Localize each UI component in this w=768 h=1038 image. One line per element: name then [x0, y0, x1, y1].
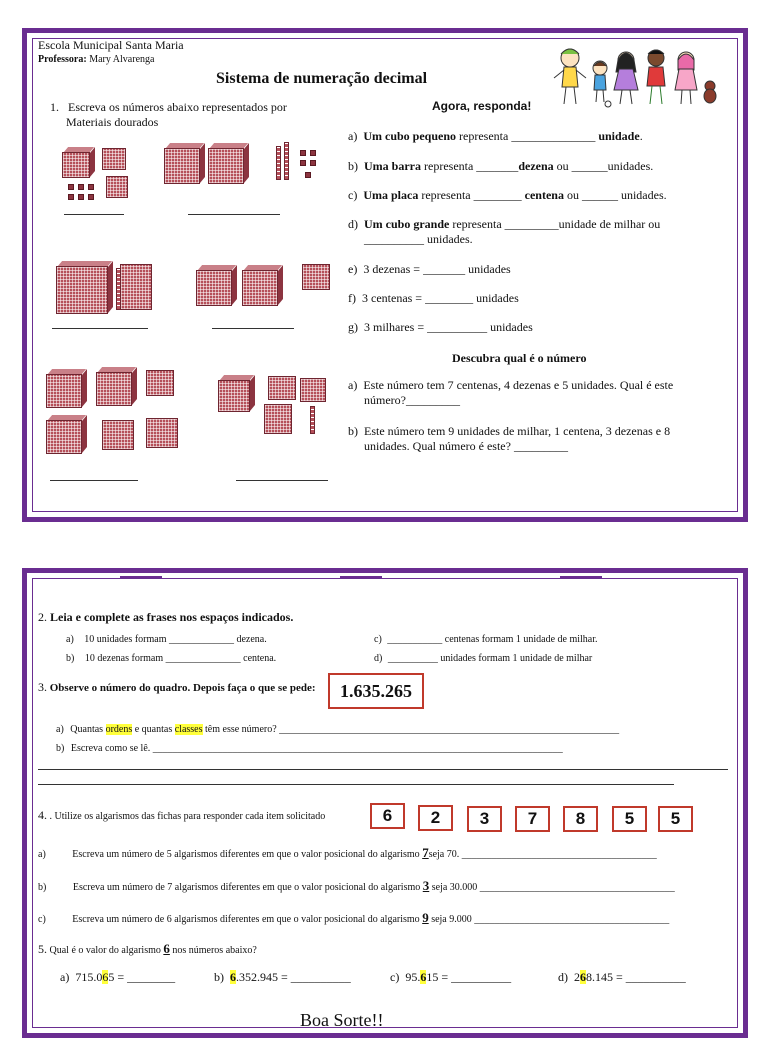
item-label: f): [348, 291, 356, 305]
q4-item-b: [38, 878, 675, 894]
thousand-cube: [218, 380, 250, 412]
item-bold: Uma placa: [363, 188, 419, 202]
item-bold: Um cubo grande: [364, 217, 450, 231]
item-c: [348, 188, 667, 203]
digit-card: 3: [467, 806, 502, 832]
q1-number: 1.: [50, 100, 59, 114]
hundred-flat: [146, 370, 174, 396]
positional-digit: 9: [422, 910, 429, 925]
answer-heading: Agora, responda!: [432, 99, 532, 113]
q5-item-b: [214, 970, 351, 985]
positional-digit: 3: [422, 878, 430, 893]
writing-line: [38, 784, 674, 785]
digit-card: 7: [515, 806, 550, 832]
item-label: c): [38, 914, 46, 925]
hundred-flat: [102, 148, 126, 170]
item-text: representa ______________: [456, 129, 599, 143]
q4-number: 4.: [38, 808, 47, 822]
closing-message: Boa Sorte!!: [300, 1010, 384, 1030]
q3b-text: Escreva como se lê. __________________________________________________________________________________: [70, 743, 563, 754]
item-label: b): [56, 743, 65, 754]
discover-a-line-1: Este número tem 7 centenas, 4 dezenas e 5 unidades. Qual é este: [363, 378, 674, 392]
q1-prompt: [50, 100, 287, 130]
q4-item-a: [38, 845, 657, 861]
discover-b: [348, 424, 670, 454]
item-a: [348, 129, 643, 144]
thousand-cube: [196, 270, 232, 306]
ten-bar: [116, 268, 121, 310]
item-label: a): [348, 378, 358, 392]
item-f: [348, 291, 519, 306]
hundred-flat: [106, 176, 128, 198]
school-name: Escola Municipal Santa Maria: [38, 38, 184, 52]
hundred-flat: [302, 264, 330, 290]
item-post: 5 = ________: [108, 970, 176, 984]
child-5: [675, 52, 697, 104]
item-post: 15 = __________: [426, 970, 512, 984]
q5-item-d: [558, 970, 686, 985]
item-end: ou ______unidades.: [553, 159, 654, 173]
thousand-cube: [46, 374, 82, 408]
item-label: b): [66, 653, 75, 664]
q3-item-b: [56, 743, 563, 754]
q4-title: [38, 808, 325, 823]
discover-b-line-2: unidades. Qual número é este? _________: [364, 439, 568, 453]
item-text: 3 centenas = ________ unidades: [362, 291, 519, 305]
item-label: a): [66, 634, 74, 645]
item-label: d): [348, 217, 358, 231]
thousand-cube: [164, 148, 200, 184]
positional-digit: 7: [422, 845, 429, 860]
hundred-flat: [300, 378, 326, 402]
unit-cube: [305, 172, 311, 178]
item-text: representa ________: [418, 188, 525, 202]
q5-post: nos números abaixo?: [169, 945, 257, 956]
item-pre: 2: [574, 970, 580, 984]
item-label: b): [348, 424, 358, 438]
q2-number: 2.: [38, 610, 47, 624]
q3-title-text: Observe o número do quadro. Depois faça o que se pede:: [49, 682, 316, 694]
hundred-flat: [102, 420, 134, 450]
item-text: 10 dezenas formam _______________ centena.: [84, 653, 277, 664]
children-illustration: [548, 42, 720, 110]
item-pre: 715.0: [75, 970, 103, 984]
ten-bar: [284, 142, 289, 180]
q3a-pre: Quantas: [70, 724, 106, 735]
item-pre: 95.: [405, 970, 421, 984]
unit-cube: [68, 194, 74, 200]
item-post: .352.945 = __________: [236, 970, 351, 984]
q5-pre: Qual é o valor do algarismo: [49, 945, 164, 956]
item-text: 10 unidades formam _____________ dezena.: [84, 634, 267, 645]
q4-item-c: [38, 910, 669, 926]
unit-cube: [88, 184, 94, 190]
item-b: [348, 159, 653, 174]
item-label: d): [374, 653, 383, 664]
item-label: c): [390, 970, 400, 984]
thousand-cube: [56, 266, 108, 314]
thousand-cube: [96, 372, 132, 406]
item-label: c): [374, 634, 382, 645]
q3-title: [38, 680, 316, 695]
thousand-cube: [242, 270, 278, 306]
ball: [605, 101, 611, 107]
item-text: __________ unidades formam 1 unidade de milhar: [387, 653, 593, 664]
item-e: [348, 262, 511, 277]
teacher-label: Professora:: [38, 54, 87, 65]
item-text: representa _________unidade de milhar ou: [449, 217, 661, 231]
item-label: b): [348, 159, 358, 173]
unit-cube: [68, 184, 74, 190]
unit-cube: [78, 184, 84, 190]
q3-number: 3.: [38, 680, 47, 694]
child-1: [554, 49, 586, 104]
q3a-post: têm esse número? ____________________________________________________________________: [202, 724, 620, 735]
q3-item-a: [56, 724, 619, 735]
q2-item-d: [374, 653, 592, 664]
teacher-line: [38, 54, 154, 65]
item-line-2: __________ unidades.: [364, 232, 473, 246]
discover-a: [348, 378, 673, 408]
item-label: c): [348, 188, 358, 202]
frame-tab: [560, 30, 602, 33]
q2-item-b: [66, 653, 276, 664]
unit-cube: [78, 194, 84, 200]
unit-cube: [300, 160, 306, 166]
q1-line-2: Materiais dourados: [66, 115, 159, 129]
q5-item-c: [390, 970, 511, 985]
q5-item-a: [60, 970, 175, 985]
item-bold: Um cubo pequeno: [363, 129, 457, 143]
highlighted-digit: 6: [102, 970, 109, 984]
digit-card: 5: [658, 806, 693, 832]
teacher-name: Mary Alvarenga: [89, 54, 155, 65]
frame-tab: [120, 576, 162, 579]
thousand-cube: [46, 420, 82, 454]
q1-line-1: Escreva os números abaixo representados por: [68, 100, 287, 114]
item-tail: unidade: [598, 129, 640, 143]
item-label: g): [348, 320, 358, 334]
item-tail: dezena: [518, 159, 554, 173]
thousand-cube: [62, 152, 90, 178]
discover-a-line-2: número?_________: [364, 393, 460, 407]
item-tail: centena: [524, 188, 564, 202]
answer-line: [52, 328, 148, 329]
item-label: a): [348, 129, 358, 143]
page-title: Sistema de numeração decimal: [216, 70, 428, 87]
item-label: a): [60, 970, 70, 984]
frame-tab: [560, 576, 602, 579]
item-label: b): [214, 970, 224, 984]
item-label: d): [558, 970, 568, 984]
child-3: [614, 52, 638, 104]
q2-item-a: [66, 634, 267, 645]
q2-item-c: [374, 634, 598, 645]
ten-bar: [276, 146, 281, 180]
q3a-mid: e quantas: [132, 724, 175, 735]
item-pre: Escreva um número de 5 algarismos diferentes em que o valor posicional do algarismo: [72, 849, 423, 860]
hundred-flat: [120, 264, 152, 310]
unit-cube: [88, 194, 94, 200]
thousand-cube: [208, 148, 244, 184]
item-post: 8.145 = __________: [586, 970, 686, 984]
item-label: a): [56, 724, 64, 735]
q2-title-text: Leia e complete as frases nos espaços indicados.: [50, 610, 294, 624]
q5-digit: 6: [163, 941, 170, 956]
item-pre: Escreva um número de 6 algarismos diferentes em que o valor posicional do algarismo: [72, 914, 423, 925]
answer-line: [236, 480, 328, 481]
digit-card: 5: [612, 806, 647, 832]
item-post: seja 9.000 _______________________________________: [428, 914, 670, 925]
unit-cube: [300, 150, 306, 156]
highlight-ordens: ordens: [105, 724, 133, 735]
unit-cube: [310, 160, 316, 166]
item-post: seja 70. _______________________________________: [428, 849, 657, 860]
unit-cube: [310, 150, 316, 156]
answer-line: [64, 214, 124, 215]
q2-title: [38, 610, 293, 625]
item-label: b): [38, 882, 47, 893]
child-4: [647, 50, 665, 104]
child-2: [593, 61, 607, 102]
highlighted-digit: 6: [420, 970, 427, 984]
q4-title-text: . Utilize os algarismos das fichas para responder cada item solicitado: [49, 811, 326, 822]
item-end: ou ______ unidades.: [563, 188, 667, 202]
writing-line: [38, 769, 728, 770]
q3-number-box: 1.635.265: [328, 673, 424, 709]
item-text: representa _______: [421, 159, 519, 173]
digit-card: 6: [370, 803, 405, 829]
highlighted-digit: 6: [580, 970, 586, 984]
item-end: .: [639, 129, 643, 143]
q5-title: [38, 941, 257, 957]
ten-bar: [310, 406, 315, 434]
item-post: seja 30.000 _______________________________________: [429, 882, 675, 893]
highlighted-digit: 6: [230, 970, 236, 984]
answer-line: [212, 328, 294, 329]
frame-tab: [340, 30, 382, 33]
q5-number: 5.: [38, 942, 47, 956]
item-g: [348, 320, 533, 335]
discover-b-line-1: Este número tem 9 unidades de milhar, 1 centena, 3 dezenas e 8: [364, 424, 671, 438]
item-label: a): [38, 849, 46, 860]
teddy-bear: [704, 81, 716, 103]
frame-tab: [120, 30, 162, 33]
hundred-flat: [268, 376, 296, 400]
digit-card: 8: [563, 806, 598, 832]
discover-heading: Descubra qual é o número: [452, 351, 587, 365]
item-text: 3 milhares = __________ unidades: [364, 320, 533, 334]
item-text: 3 dezenas = _______ unidades: [363, 262, 511, 276]
item-text: ___________ centenas formam 1 unidade de milhar.: [387, 634, 598, 645]
item-bold: Uma barra: [364, 159, 421, 173]
item-d: [348, 217, 660, 247]
frame-tab: [340, 576, 382, 579]
highlight-classes: classes: [174, 724, 203, 735]
item-pre: Escreva um número de 7 algarismos diferentes em que o valor posicional do algarismo: [72, 882, 423, 893]
item-label: e): [348, 262, 358, 276]
digit-card: 2: [418, 805, 453, 831]
answer-line: [50, 480, 138, 481]
hundred-flat: [146, 418, 178, 448]
answer-line: [188, 214, 280, 215]
hundred-flat: [264, 404, 292, 434]
